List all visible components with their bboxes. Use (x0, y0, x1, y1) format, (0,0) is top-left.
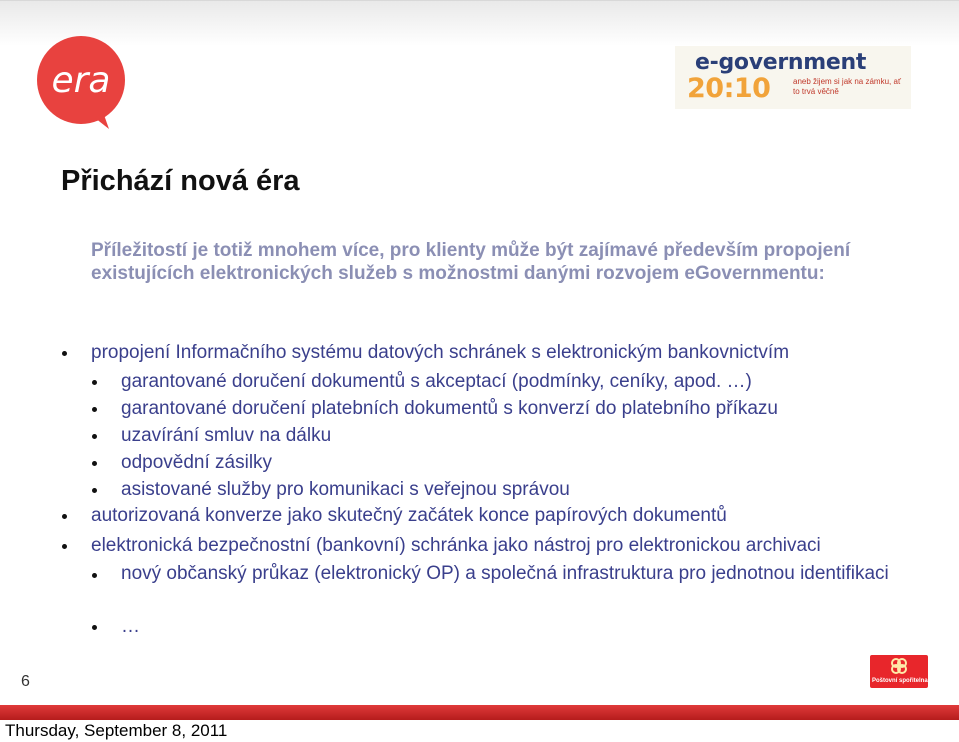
bullet-text: odpovědní zásilky (121, 452, 273, 473)
egov-logo-title: e-government (695, 50, 867, 75)
egov-logo (675, 46, 911, 109)
bullet-text: propojení Informačního systému datových schránek s elektronickým bankovnictvím (91, 342, 790, 363)
bullet-dot (92, 573, 97, 578)
era-logo-text: era (51, 60, 111, 101)
bullet-dot (92, 625, 97, 630)
bullet-text: … (121, 616, 140, 637)
posta-logo-text: Poštovní spořitelna (872, 678, 928, 684)
bullet-item (121, 451, 272, 475)
posta-logo (870, 655, 928, 688)
bullet-text: asistované služby pro komunikaci s veřejnou správou (121, 479, 570, 500)
bullet-dot (92, 407, 97, 412)
page-number: 6 (21, 673, 30, 690)
bullet-dot (62, 544, 67, 549)
era-logo (33, 34, 129, 130)
bullet-item (121, 615, 140, 639)
bullet-text: autorizovaná konverze jako skutečný začátek konce papírových dokumentů (91, 505, 727, 526)
bullet-dot (62, 351, 67, 356)
footer-date: Thursday, September 8, 2011 (5, 721, 228, 740)
bullet-dot (92, 380, 97, 385)
bullet-text: uzavírání smluv na dálku (121, 425, 332, 446)
bullet-item (121, 397, 778, 421)
egov-logo-tagline: aneb žijem si jak na zámku, ať to trvá věčně (793, 77, 901, 96)
bullet-item (121, 478, 570, 502)
bullet-text: garantované doručení platebních dokumentů s konverzí do platebního příkazu (121, 398, 778, 419)
bullet-text: garantované doručení dokumentů s akceptací (podmínky, ceníky, apod. …) (121, 371, 752, 392)
slide-title: Přichází nová éra (61, 165, 300, 197)
bullet-item (121, 424, 331, 448)
bullet-dot (92, 488, 97, 493)
posta-logo-icon (890, 657, 908, 675)
bottom-bar (0, 705, 959, 720)
bullet-dot (62, 514, 67, 519)
bullet-dot (92, 434, 97, 439)
bullet-dot (92, 461, 97, 466)
bullet-text: elektronická bezpečnostní (bankovní) schránka jako nástroj pro elektronickou archivaci (91, 535, 821, 556)
bullet-item (91, 534, 821, 558)
bullet-item (121, 563, 891, 585)
bullet-item (121, 370, 752, 394)
egov-logo-year: 20:10 (687, 73, 771, 104)
bullet-item (91, 341, 789, 365)
bullet-item (91, 504, 727, 528)
intro-text: Příležitostí je totiž mnohem více, pro klienty může být zajímavé především propojení existujících elektronických služeb s možnostmi danými rozvojem eGovernmentu: (91, 240, 851, 284)
bullet-text: nový občanský průkaz (elektronický OP) a společná infrastruktura pro jednotnou identifikaci (121, 563, 889, 584)
